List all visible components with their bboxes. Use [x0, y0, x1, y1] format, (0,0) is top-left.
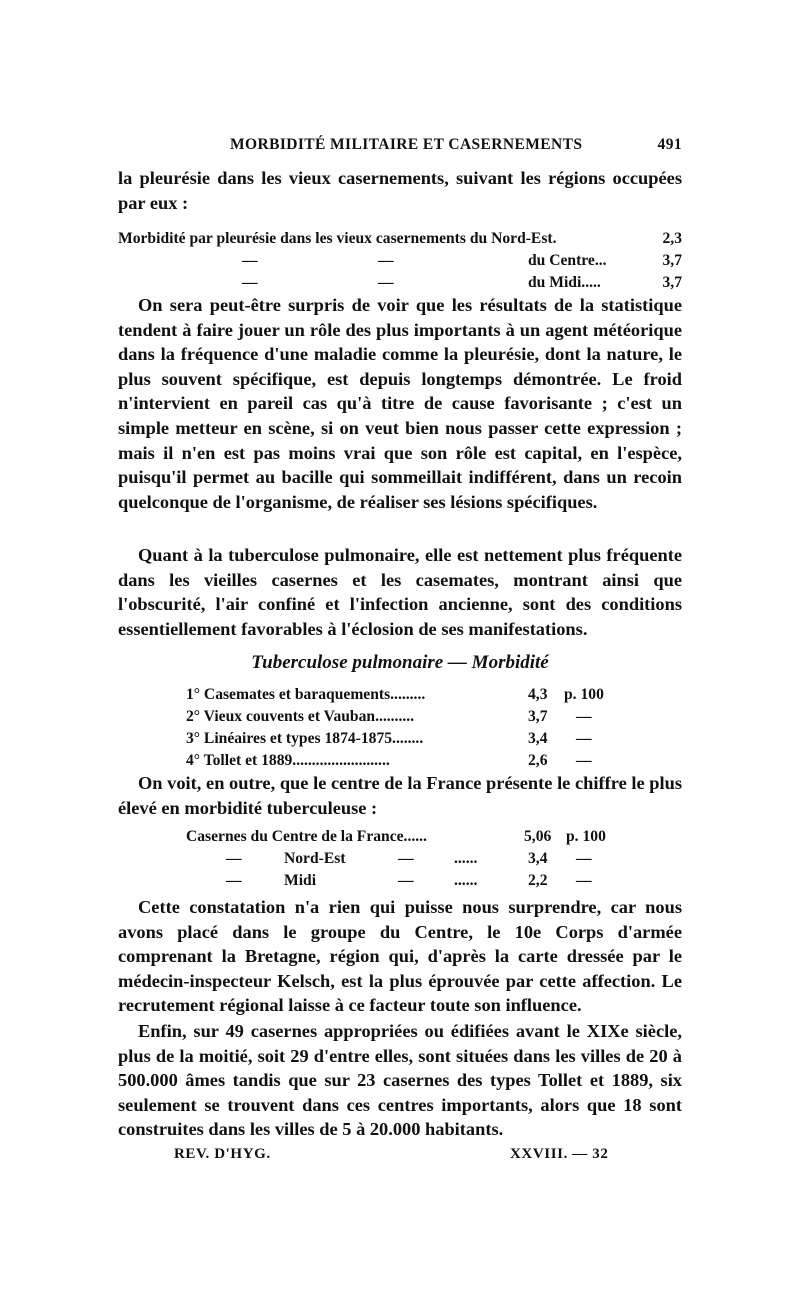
- ditto-mark: —: [398, 872, 414, 889]
- row-value: 3,4: [528, 730, 548, 747]
- row-value: 5,06: [524, 828, 552, 845]
- row-dots: ......: [454, 850, 478, 867]
- page-number: 491: [657, 136, 682, 153]
- row-label: 2° Vieux couvents et Vauban..........: [186, 708, 415, 725]
- row-label: 3° Linéaires et types 1874-1875........: [186, 730, 424, 747]
- table-row: [118, 227, 682, 249]
- paragraph-2: [118, 293, 682, 514]
- row-region: du Centre...: [528, 252, 607, 269]
- ditto-mark: —: [378, 274, 394, 291]
- row-value: 3,7: [528, 708, 548, 725]
- table-row: [118, 249, 682, 271]
- table-row: [118, 705, 682, 727]
- region-table: [118, 825, 682, 891]
- tuberculosis-table: [118, 683, 682, 771]
- paragraph-6: [118, 1019, 682, 1142]
- paragraph-2-text: On sera peut-être surpris de voir que les résultats de la statistique tendent à faire jouer un rôle des plus importants à un agent météorique dans la fréquence d'une maladie comme la pleurésie, dont la nature, le plus souvent spécifique, est depuis longtemps démontrée. Le froid n'intervient en pareil cas qu'à titre de cause favorisante ; c'est un simple metteur en scène, si on veut bien nous passer cette expression ; mais il n'en est pas moins vrai que son rôle est capital, en l'espèce, puisqu'il permet au bacille qui sommeillait indifférent, dans un recoin quelconque de l'organisme, de réaliser ses lésions spécifiques.: [118, 295, 682, 512]
- row-dots: ......: [454, 872, 478, 889]
- table-row: [118, 271, 682, 293]
- paragraph-3: [118, 543, 682, 641]
- row-label: 4° Tollet et 1889.........................: [186, 752, 390, 769]
- row-value: 2,6: [528, 752, 548, 769]
- row-unit: —: [576, 730, 592, 747]
- row-unit: —: [576, 752, 592, 769]
- paragraph-6-text: Enfin, sur 49 casernes appropriées ou édifiées avant le XIXe siècle, plus de la moitié, soit 29 d'entre elles, sont situées dans les villes de 20 à 500.000 âmes tandis que sur 23 casernes des types Tollet et 1889, six seulement se trouvent dans ces centres importants, alors que 18 sont construites dans les villes de 5 à 20.000 habitants.: [118, 1021, 682, 1140]
- ditto-mark: —: [242, 274, 258, 291]
- table-row: [118, 749, 682, 771]
- row-unit: p. 100: [566, 828, 606, 845]
- table-title: Tuberculose pulmonaire — Morbidité: [251, 652, 549, 673]
- table-row: [118, 869, 682, 891]
- paragraph-1: [118, 166, 682, 215]
- row-value: 3,7: [662, 274, 682, 291]
- ditto-mark: —: [242, 252, 258, 269]
- row-label: Casernes du Centre de la France......: [186, 828, 427, 845]
- running-header: [118, 136, 682, 158]
- row-label: Morbidité par pleurésie dans les vieux casernements du Nord-Est.: [118, 230, 557, 247]
- row-unit: —: [576, 850, 592, 867]
- row-unit: p. 100: [564, 686, 604, 703]
- table-row: [118, 847, 682, 869]
- row-label: 1° Casemates et baraquements.........: [186, 686, 426, 703]
- table-row: [118, 683, 682, 705]
- paragraph-4-text: On voit, en outre, que le centre de la France présente le chiffre le plus élevé en morbidité tuberculeuse :: [118, 773, 682, 818]
- paragraph-3-text: Quant à la tuberculose pulmonaire, elle est nettement plus fréquente dans les vieilles casernes et les casemates, montrant ainsi que l'obscurité, l'air confiné et l'infection ancienne, sont des conditions essentiellement favorables à l'éclosion de ses manifestations.: [118, 545, 682, 639]
- row-unit: —: [576, 708, 592, 725]
- row-unit: —: [576, 872, 592, 889]
- paragraph-4: [118, 771, 682, 820]
- paragraph-5-text: Cette constatation n'a rien qui puisse nous surprendre, car nous avons placé dans le groupe du Centre, le 10e Corps d'armée comprenant la Bretagne, région qui, d'après la carte dressée par le médecin-inspecteur Kelsch, est la plus éprouvée par cette affection. Le recrutement régional laisse à ce facteur toute son influence.: [118, 897, 682, 1016]
- row-value: 3,7: [662, 252, 682, 269]
- row-value: 3,4: [528, 850, 548, 867]
- row-region: du Midi.....: [528, 274, 601, 291]
- row-value: 4,3: [528, 686, 548, 703]
- ditto-mark: —: [226, 872, 242, 889]
- row-value: 2,2: [528, 872, 548, 889]
- row-region: Midi: [284, 872, 317, 889]
- paragraph-1-text: la pleurésie dans les vieux casernements, suivant les régions occupées par eux :: [118, 168, 682, 213]
- pleurisy-table: [118, 227, 682, 293]
- row-region: Nord-Est: [284, 850, 346, 867]
- paragraph-5: [118, 895, 682, 1018]
- ditto-mark: —: [398, 850, 414, 867]
- table-row: [118, 825, 682, 847]
- footer-left: REV. D'HYG.: [174, 1146, 271, 1162]
- ditto-mark: —: [378, 252, 394, 269]
- ditto-mark: —: [226, 850, 242, 867]
- header-title: MORBIDITÉ MILITAIRE ET CASERNEMENTS: [230, 136, 583, 153]
- footer-right: XXVIII. — 32: [510, 1146, 609, 1162]
- table-row: [118, 727, 682, 749]
- row-value: 2,3: [662, 230, 682, 247]
